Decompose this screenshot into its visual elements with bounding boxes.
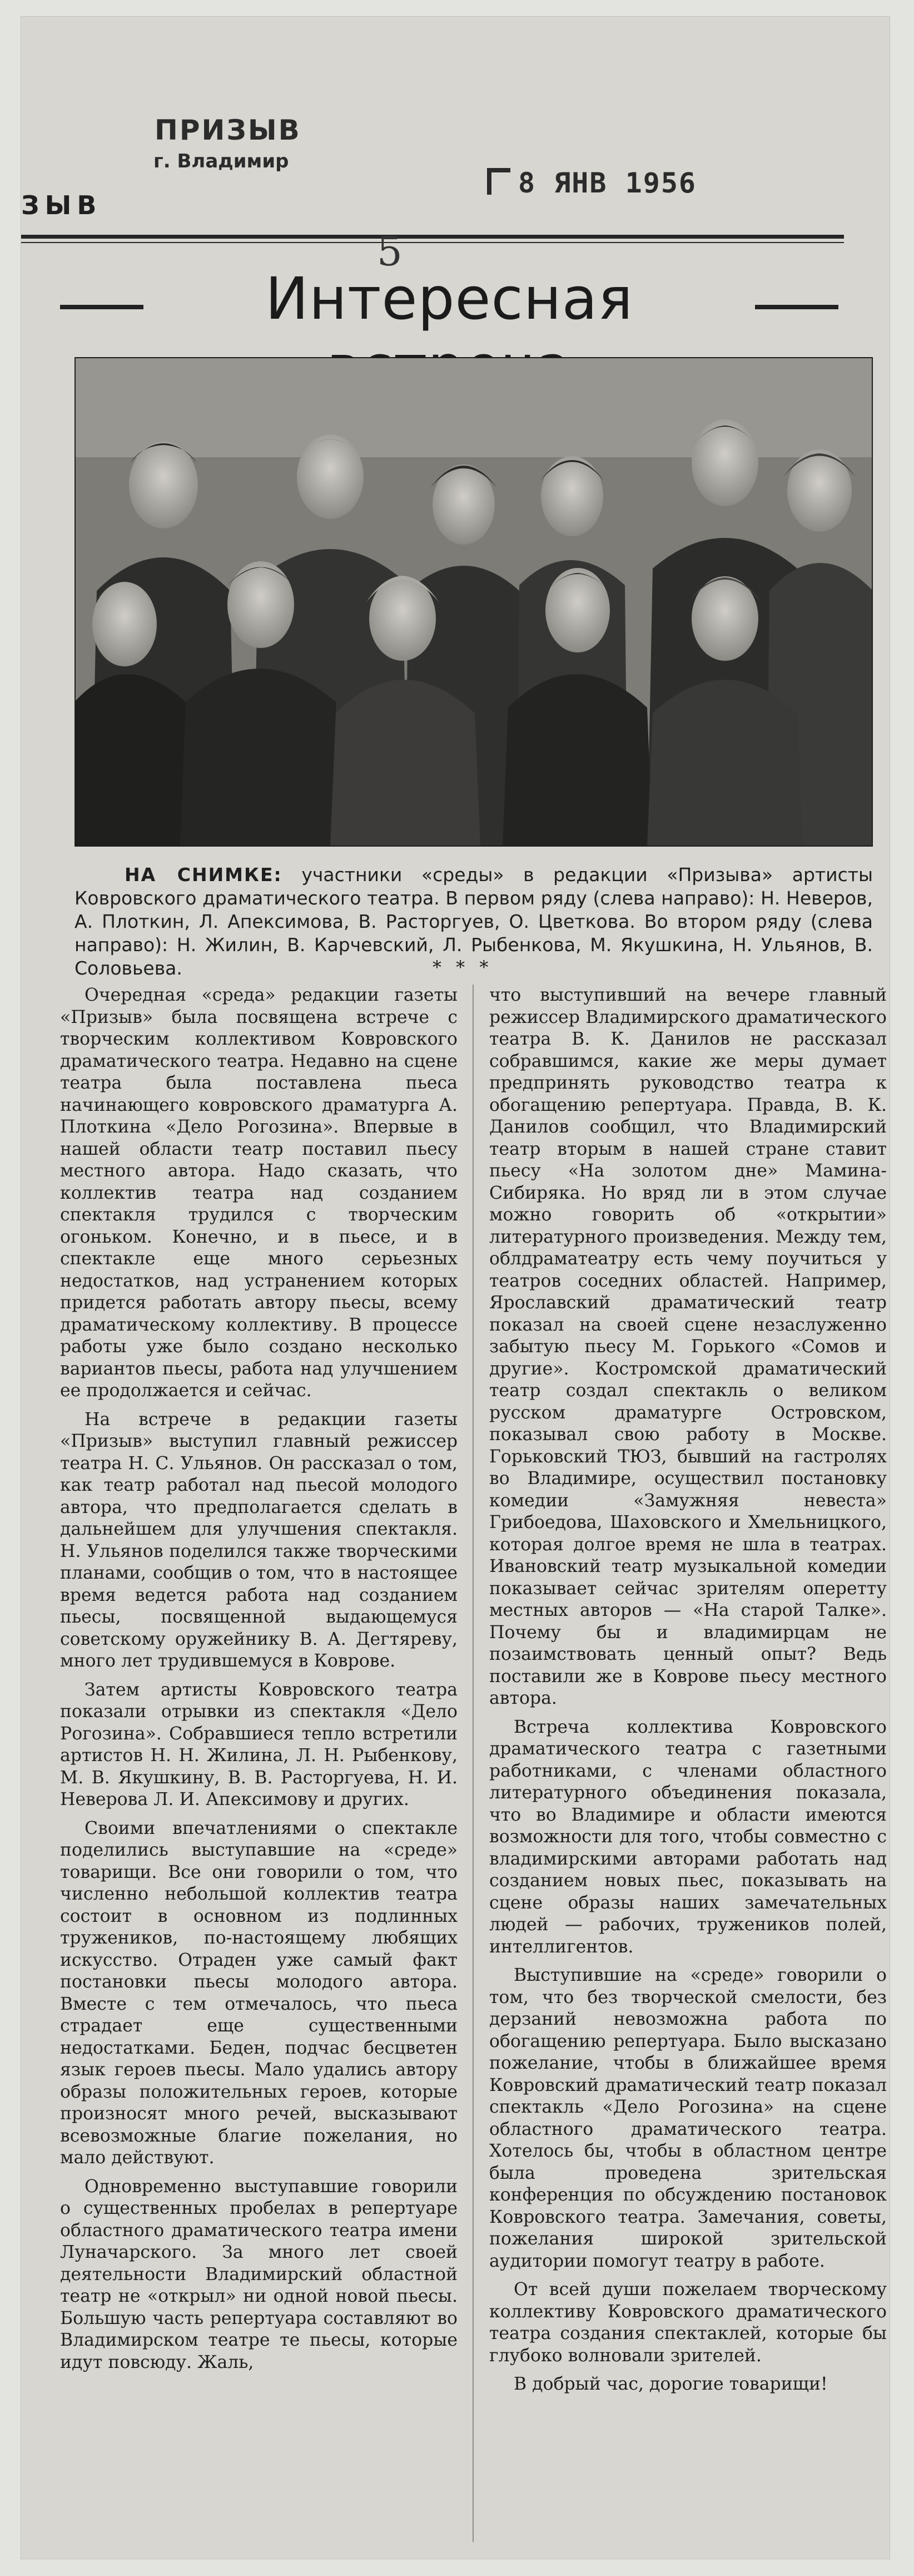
headline-dash-left	[60, 305, 143, 309]
stamp-date-text: 8 ЯНВ 1956	[518, 167, 697, 199]
article-column-right	[489, 985, 887, 2402]
masthead-rule-thick	[21, 235, 844, 239]
group-photo	[74, 357, 873, 847]
article-closing-line: В добрый час, дорогие товарищи!	[514, 2374, 828, 2394]
article-paragraph: Затем артисты Ковровского театра показали отрывки из спектакля «Дело Рогозина». Собравшиеся тепло встретили артистов Н. Н. Жилина, Л. Н. Рыбенкову, М. В. Якушкину, В. В. Расторгуева, Н. И. Неверова Л. И. Апексимову и других.	[60, 1679, 458, 1809]
article-headline: Интересная	[265, 265, 633, 333]
archive-stamp-date	[487, 167, 697, 199]
section-separator: * * *	[433, 957, 493, 978]
newspaper-clipping	[21, 17, 890, 2559]
masthead-rule-thin	[21, 242, 844, 243]
article-paragraph: Очередная «среда» редакции газеты «Призыв» была посвящена встрече с творческим коллективом Ковровского драматического театра. Недавно на сцене театра была поставлена пьеса начинающего ковровского драматурга А. Плоткина «Дело Рогозина». Впервые в нашей области театр поставил пьесу местного автора. Надо сказать, что коллектив театра над созданием спектакля трудился с творческим огоньком. Конечно, и в пьесе, и в спектакле еще много серьезных недостатков, над устранением которых придется работать автору пьесы, всему драматическому коллективу. В процессе работы уже было создано несколько вариантов пьесы, работа над улучшением ее продолжается и сейчас.	[60, 985, 458, 1401]
article-paragraph: что выступивший на вечере главный режиссер Владимирского драматического театра В. К. Данилов не рассказал собравшимся, какие же меры думает предпринять руководство театра к обогащению репертуара. Правда, В. К. Данилов сообщил, что Владимирский театр вторым в нашей стране ставит пьесу «На золотом дне» Мамина-Сибиряка. Но вряд ли в этом случае можно говорить об «открытии» литературного произведения. Между тем, облдраматеатру есть чему поучиться у театров соседних областей. Например, Ярославский драматический театр показал на своей сцене незаслуженно забытую пьесу М. Горького «Сомов и другие». Костромской драматический театр создал спектакль о великом русском драматурге Островском, показывал свою работу в Москве. Горьковский ТЮЗ, бывший на гастролях во Владимире, осуществил постановку комедии «Замужняя невеста» Грибоедова, Шаховского и Хмельницкого, которая долгое время не шла в театрах. Ивановский театр музыкальной комедии показывает сейчас зрителям оперетту местных авторов — «На старой Талке». Почему бы и владимирцам не позаимствовать ценный опыт? Ведь поставили же в Коврове пьесу местного автора.	[489, 985, 887, 1708]
archive-stamp-city: г. Владимир	[153, 150, 289, 172]
archive-stamp-paper: ПРИЗЫВ	[155, 114, 301, 146]
group-photo-silhouettes	[74, 357, 873, 847]
article-paragraph: Встреча коллектива Ковровского драматического театра с газетными работниками, с членами областного литературного объединения показала, что во Владимире и области имеются возможности для того, чтобы совместно с владимирскими авторами работать над созданием новых пьес, показывать на сцене образы наших замечательных людей — рабочих, тружеников полей, интеллигентов.	[489, 1717, 887, 1957]
article-paragraph: На встрече в редакции газеты «Призыв» выступил главный режиссер театра Н. С. Ульянов. Он рассказал о том, как театр работал над пьесой молодого автора, что предполагается сделать в дальнейшем для улучшения спектакля. Н. Ульянов поделился также творческими планами, сообщив о том, что в настоящее время ведется работа над созданием пьесы, посвященной выдающемуся советскому оружейнику В. А. Дегтяреву, много лет трудившемуся в Коврове.	[60, 1409, 458, 1671]
stamp-corner-mark	[487, 168, 510, 195]
column-divider	[473, 985, 474, 2542]
headline-dash-right	[755, 305, 838, 309]
article-paragraph: От всей души пожелаем творческому коллективу Ковровского драматического театра создания спектаклей, которые бы глубоко волновали зрителей.	[489, 2280, 887, 2366]
caption-text: участники «среды» в редакции «Призыва» артисты Ковровского драматического театра. В первом ряду (слева направо): Н. Неверов, А. Плоткин, Л. Апексимова, В. Расторгуев, О. Цветкова. Во втором ряду (слева направо): Н. Жилин, В. Карчевский, Л. Рыбенкова, М. Якушкина, Н. Ульянов, В. Соловьева.	[74, 864, 873, 979]
article-paragraph: Одновременно выступавшие говорили о существенных пробелах в репертуаре областного драматического театра имени Луначарского. За много лет своей деятельности Владимирский областной театр не «открыл» ни одной новой пьесы. Большую часть репертуара составляют во Владимирском театре те пьесы, которые идут повсюду. Жаль,	[60, 2176, 458, 2372]
margin-handwritten-mark: 5	[377, 228, 403, 275]
newspaper-masthead-fragment: ЗЫВ	[21, 190, 102, 220]
headline-row	[60, 261, 838, 345]
article-paragraph: Своими впечатлениями о спектакле поделились выступавшие на «среде» товарищи. Все они говорили о том, что численно небольшой коллектив театра состоит в основном из подлинных тружеников, по-настоящему любящих искусство. Отраден уже самый факт постановки пьесы молодого автора. Вместе с тем отмечалось, что пьеса страдает еще существенными недостатками. Беден, подчас бесцветен язык героев пьесы. Мало удались автору образы положительных героев, которые произносят много речей, высказывают всевозможные благие пожелания, но мало действуют.	[60, 1818, 458, 2168]
article-column-left	[60, 985, 458, 2380]
caption-lead: НА СНИМКЕ:	[125, 864, 282, 886]
article-paragraph: Выступившие на «среде» говорили о том, что без творческой смелости, без дерзаний невозможна работа по обогащению репертуара. Было высказано пожелание, чтобы в ближайшее время Ковровский драматический театр показал спектакль «Дело Рогозина» на сцене областного драматического театра. Хотелось бы, чтобы в областном центре была проведена зрительская конференция по обсуждению постановок Ковровского театра. Замечания, советы, пожелания широкой зрительской аудитории помогут театру в работе.	[489, 1965, 887, 2271]
